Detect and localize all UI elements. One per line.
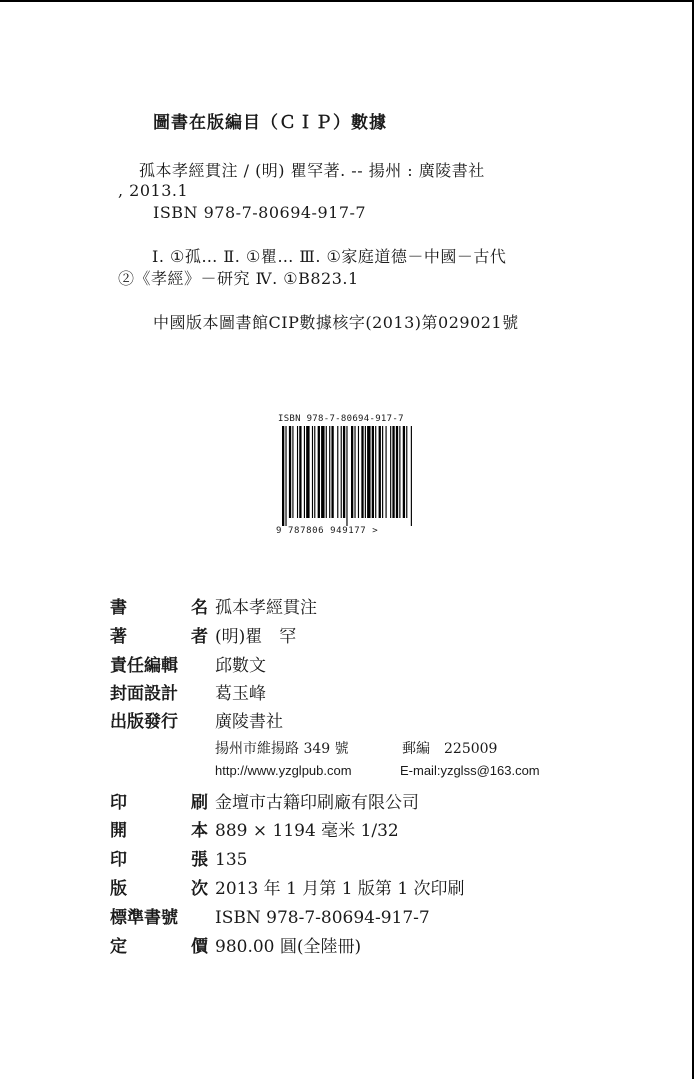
page-border-top: [0, 0, 694, 2]
price-value: 980.00 圓(全陸冊): [215, 937, 362, 957]
barcode-bar: [312, 426, 313, 518]
barcode-bar: [386, 426, 387, 518]
title-value: 孤本孝經貫注: [215, 598, 317, 618]
barcode-bar: [318, 426, 320, 518]
editor-label: 責任編輯: [110, 656, 178, 676]
sheets-value: 135: [215, 850, 248, 870]
barcode-bar: [361, 426, 363, 518]
info-row-publisher: [110, 707, 283, 733]
cip-isbn-line: ISBN 978-7-80694-917-7: [153, 203, 367, 222]
info-row-isbn: [110, 903, 430, 929]
barcode-bars: [276, 426, 436, 526]
cip-title-line: 孤本孝經貫注 / (明) 瞿罕著. -- 揚州 : 廣陵書社: [139, 161, 485, 180]
info-row-format: [110, 816, 399, 842]
barcode-bar: [392, 426, 394, 518]
publisher-label: 出版發行: [110, 712, 178, 732]
info-row-title: [110, 593, 317, 619]
isbn-barcode: [276, 414, 436, 540]
sheets-label: 印 張: [110, 850, 208, 870]
editor-value: 邱數文: [215, 656, 266, 676]
cover-designer-label: 封面設計: [110, 684, 178, 704]
barcode-bar: [399, 426, 400, 518]
cip-record-number: 中國版本圖書館CIP數據核字(2013)第029021號: [153, 313, 519, 332]
info-row-cover: [110, 679, 266, 705]
barcode-bar: [379, 426, 381, 518]
barcode-bar: [351, 426, 353, 518]
barcode-bar: [326, 426, 327, 518]
cover-designer-value: 葛玉峰: [215, 684, 266, 704]
barcode-bar: [285, 426, 286, 526]
barcode-bar: [289, 426, 291, 518]
printer-value: 金壇市古籍印刷廠有限公司: [215, 793, 419, 813]
barcode-bar: [321, 426, 324, 518]
edition-label: 版 次: [110, 879, 208, 899]
barcode-bar: [343, 426, 345, 518]
author-label: 著 者: [110, 627, 208, 647]
info-row-author: [110, 622, 296, 648]
barcode-bar: [382, 426, 383, 518]
publisher-address: 揚州市維揚路 349 號: [215, 741, 349, 757]
format-value: 889 × 1194 毫米 1/32: [215, 821, 399, 841]
barcode-bar: [306, 426, 309, 518]
author-value: (明)瞿 罕: [215, 627, 297, 647]
barcode-bar: [314, 426, 315, 518]
info-row-sheets: [110, 845, 247, 871]
barcode-isbn-text: ISBN 978-7-80694-917-7: [278, 414, 404, 424]
publisher-value: 廣陵書社: [215, 712, 283, 732]
barcode-bar: [341, 426, 342, 518]
cip-classification-line: Ⅰ. ①孤… Ⅱ. ①瞿… Ⅲ. ①家庭道德－中國－古代: [152, 247, 507, 266]
isbn-value: ISBN 978-7-80694-917-7: [215, 908, 430, 928]
barcode-bar: [354, 426, 355, 518]
barcode-bar: [297, 426, 298, 518]
barcode-bar: [403, 426, 405, 518]
price-label: 定 價: [110, 937, 208, 957]
info-row-edition: [110, 874, 465, 900]
barcode-bar: [390, 426, 391, 518]
barcode-bar: [372, 426, 374, 518]
barcode-bar: [346, 426, 347, 526]
barcode-bar: [367, 426, 370, 518]
cip-classification-line-2: ②《孝經》－研究 Ⅳ. ①B823.1: [118, 269, 359, 288]
info-row-printer: [110, 788, 419, 814]
publisher-website: http://www.yzglpub.com: [215, 763, 352, 778]
barcode-bar: [337, 426, 338, 518]
barcode-bar: [358, 426, 359, 518]
barcode-bar: [406, 426, 407, 518]
publisher-postcode: 郵編 225009: [402, 741, 498, 757]
barcode-bar: [396, 426, 398, 518]
barcode-bar: [292, 426, 293, 518]
info-row-price: [110, 932, 361, 958]
cip-date-line: , 2013.1: [118, 181, 189, 200]
barcode-bar: [365, 426, 366, 518]
isbn-label: 標準書號: [110, 908, 178, 928]
barcode-bar: [375, 426, 376, 518]
publisher-email: E-mail:yzglss@163.com: [400, 763, 540, 778]
barcode-bar: [329, 426, 330, 518]
barcode-bar: [282, 426, 284, 526]
barcode-bar: [331, 426, 333, 518]
barcode-bar: [299, 426, 301, 518]
printer-label: 印 刷: [110, 793, 208, 813]
info-row-editor: [110, 651, 266, 677]
barcode-bar: [304, 426, 305, 518]
title-label: 書 名: [110, 598, 208, 618]
barcode-digits: 9 787806 949177 >: [276, 526, 379, 536]
edition-value: 2013 年 1 月第 1 版第 1 次印刷: [215, 879, 465, 899]
barcode-bar: [411, 426, 412, 526]
cip-heading: 圖書在版編目（ＣＩＰ）數據: [153, 113, 387, 133]
format-label: 開 本: [110, 821, 208, 841]
